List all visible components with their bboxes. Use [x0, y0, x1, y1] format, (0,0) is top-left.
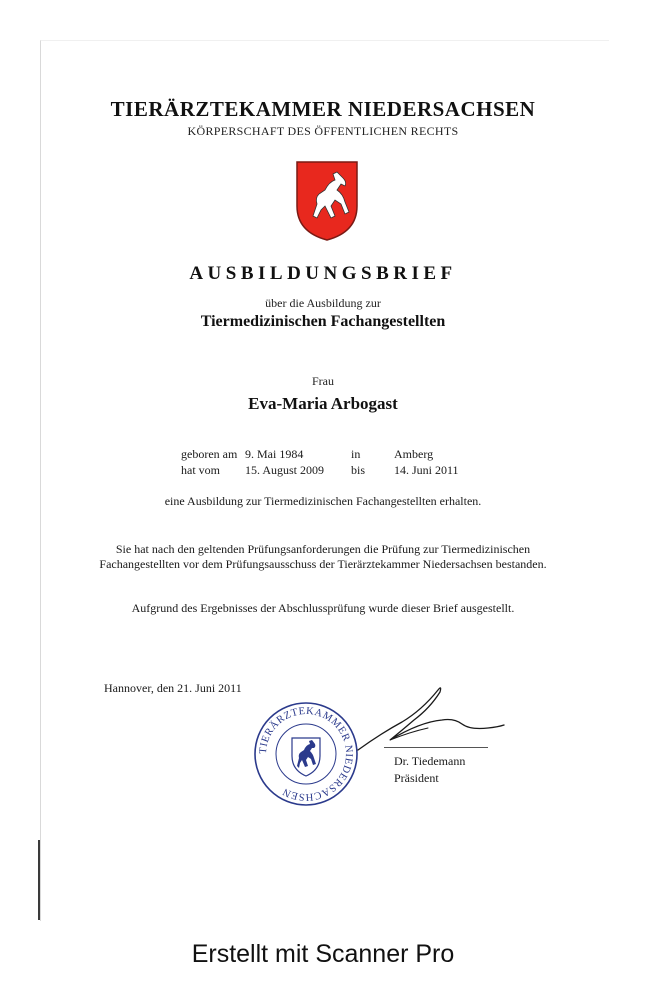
organization-title: TIERÄRZTEKAMMER NIEDERSACHSEN — [110, 97, 536, 121]
from-date: 15. August 2009 — [245, 463, 325, 477]
organization-subtitle: KÖRPERSCHAFT DES ÖFFENTLICHEN RECHTS — [187, 124, 459, 138]
lower-saxony-crest-icon — [295, 160, 359, 242]
to-date: 14. Juni 2011 — [394, 463, 459, 477]
place-date: Hannover, den 21. Juni 2011 — [104, 681, 242, 695]
exam-text-line2: Fachangestellten vor dem Prüfungsausschuss der Tierärztekammer Niedersachsen bestanden. — [99, 557, 547, 571]
signature-line — [384, 747, 488, 748]
in-label: in — [351, 447, 361, 461]
document-subtitle-line1: über die Ausbildung zur — [265, 296, 381, 310]
salutation: Frau — [312, 374, 334, 388]
document-subtitle-line2: Tiermedizinischen Fachangestellten — [200, 313, 446, 330]
signer-role: Präsident — [394, 771, 439, 785]
exam-text-line1: Sie hat nach den geltenden Prüfungsanforderungen die Prüfung zur Tiermedizinischen — [115, 542, 531, 556]
signer-name: Dr. Tiedemann — [394, 754, 466, 768]
completion-text: eine Ausbildung zur Tiermedizinischen Fachangestellten erhalten. — [164, 494, 482, 508]
scan-edge-shadow — [38, 840, 40, 920]
born-place: Amberg — [394, 447, 434, 461]
seal-text: TIERÄRZTEKAMMER NIEDERSACHSEN — [257, 705, 355, 803]
from-label: hat vom — [181, 463, 220, 477]
to-label: bis — [351, 463, 366, 477]
scanner-app-watermark: Erstellt mit Scanner Pro — [191, 940, 455, 968]
issue-text: Aufgrund des Ergebnisses der Abschlussprüfung wurde dieser Brief ausgestellt. — [131, 601, 515, 615]
born-date: 9. Mai 1984 — [245, 447, 304, 461]
handwritten-signature — [350, 682, 510, 762]
official-seal-stamp — [252, 700, 360, 808]
born-label: geboren am — [181, 447, 238, 461]
recipient-name: Eva-Maria Arbogast — [248, 394, 398, 413]
document-title: AUSBILDUNGSBRIEF — [189, 263, 457, 284]
